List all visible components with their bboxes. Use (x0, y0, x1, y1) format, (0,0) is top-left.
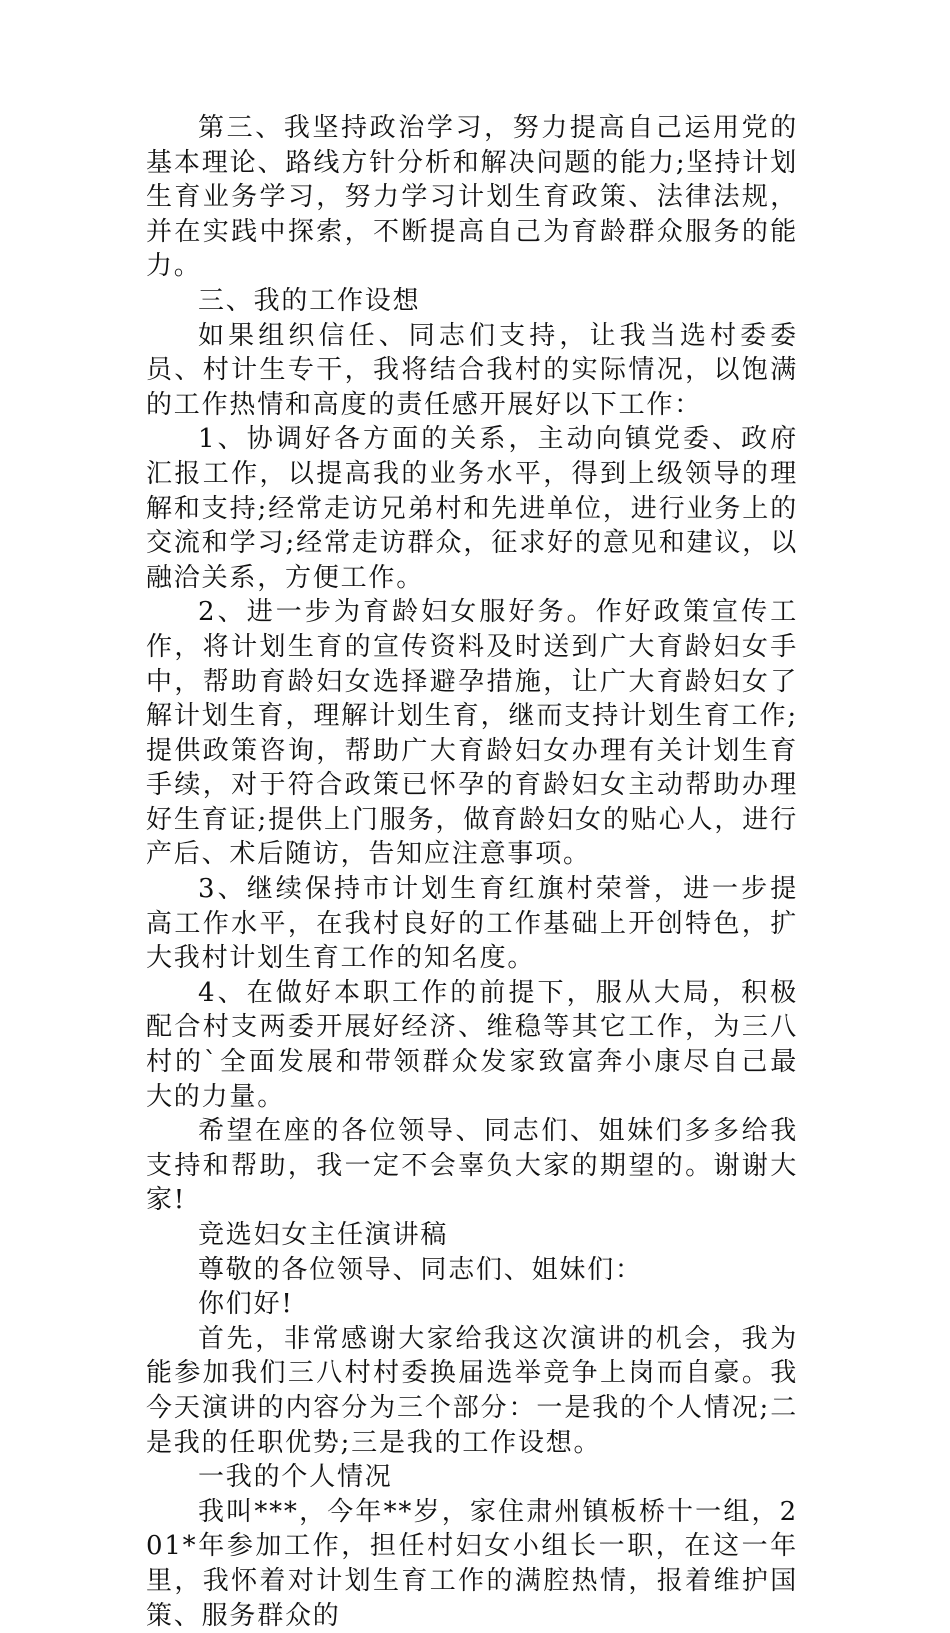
speech-title: 竞选妇女主任演讲稿 (198, 1220, 449, 1250)
salutation: 尊敬的各位领导、同志们、姐妹们： (198, 1254, 643, 1285)
paragraph-item-1: 1、协调好各方面的关系，主动向镇党委、政府汇报工作，以提高我的业务水平，得到上级领导的理解和支持;经常走访兄弟村和先进单位，进行业务上的交流和学习;经常走访群众，征求好的意见和建议，以融洽关系，方便工作。 (146, 424, 798, 593)
document-body (146, 111, 798, 1633)
paragraph-third-point: 第三、我坚持政治学习，努力提高自己运用党的基本理论、路线方针分析和解决问题的能力;坚持计划生育业务学习，努力学习计划生育政策、法律法规，并在实践中探索，不断提高自己为育龄群众服务的能力。 (146, 113, 798, 282)
paragraph-closing: 希望在座的各位领导、同志们、姐妹们多多给我支持和帮助，我一定不会辜负大家的期望的。谢谢大家! (146, 1116, 798, 1216)
section-heading-work-plan: 三、我的工作设想 (198, 285, 421, 316)
greeting: 你们好! (198, 1289, 294, 1320)
paragraph-item-4: 4、在做好本职工作的前提下，服从大局，积极配合村支两委开展好经济、维稳等其它工作，为三八村的`全面发展和带领群众发家致富奔小康尽自己最大的力量。 (146, 977, 798, 1112)
paragraph-opening: 首先，非常感谢大家给我这次演讲的机会，我为能参加我们三八村村委换届选举竞争上岗而自豪。我今天演讲的内容分为三个部分：一是我的个人情况;二是我的任职优势;三是我的工作设想。 (146, 1323, 798, 1458)
paragraph-work-plan-intro: 如果组织信任、同志们支持，让我当选村委委员、村计生专干，我将结合我村的实际情况，以饱满的工作热情和高度的责任感开展好以下工作： (146, 320, 798, 420)
section-heading-personal: 一我的个人情况 (198, 1462, 393, 1493)
paragraph-item-3: 3、继续保持市计划生育红旗村荣誉，进一步提高工作水平，在我村良好的工作基础上开创特色，扩大我村计划生育工作的知名度。 (146, 874, 798, 974)
paragraph-item-2: 2、进一步为育龄妇女服好务。作好政策宣传工作，将计划生育的宣传资料及时送到广大育龄妇女手中，帮助育龄妇女选择避孕措施，让广大育龄妇女了解计划生育，理解计划生育，继而支持计划生育工作;提供政策咨询，帮助广大育龄妇女办理有关计划生育手续，对于符合政策已怀孕的育龄妇女主动帮助办理好生育证;提供上门服务，做育龄妇女的贴心人，进行产后、术后随访，告知应注意事项。 (146, 597, 798, 870)
paragraph-personal-info: 我叫***，今年**岁，家住肃州镇板桥十一组，201*年参加工作，担任村妇女小组长一职，在这一年里，我怀着对计划生育工作的满腔热情，报着维护国策、服务群众的 (146, 1496, 798, 1631)
